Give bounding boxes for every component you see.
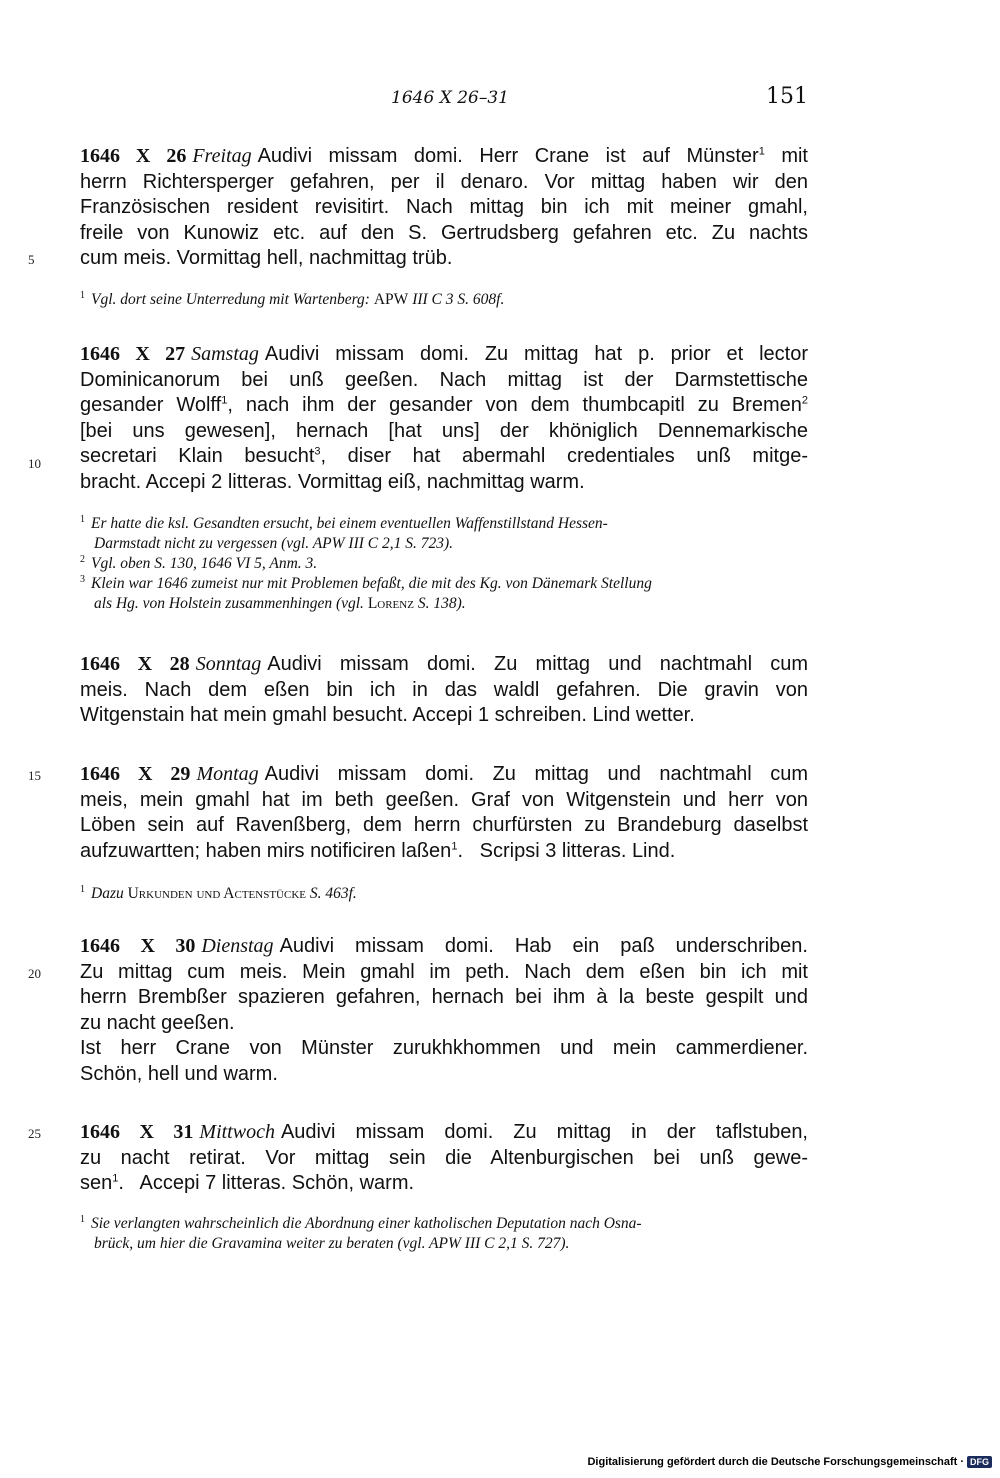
footnote-ref: 1 [758, 145, 765, 158]
entry-date: 1646 X 28 [80, 653, 190, 675]
page-number: 151 [766, 84, 808, 109]
footnote-ref: 1 [451, 839, 458, 852]
entry-1646-x-28 [80, 652, 808, 729]
footnotes-1646-x-27 [80, 514, 808, 614]
entry-line: 1646 X 26 Freitag Audivi missam domi. Herr Crane ist auf Münster$^1$ mit [80, 145, 808, 167]
entry-line: 1646 X 27 Samstag Audivi missam domi. Zu mittag hat p. prior et lector [80, 343, 809, 365]
entry-line: 1646 X 30 Dienstag Audivi missam domi. Hab ein paß underschriben. [80, 935, 808, 957]
footnote-ref: 3 [314, 445, 321, 458]
entry-date: 1646 X 30 [80, 935, 196, 957]
entry-line: secretari Klain besucht$^3$, diser hat abermahl credentiales unß mitge- [80, 445, 808, 467]
footnote-ref: 1 [221, 394, 228, 407]
entry-line: gesander Wolff$^1$, nach ihm der gesander von dem thumbcapitl zu Bremen$^2$ [80, 394, 808, 416]
entry-line: Witgenstain hat mein gmahl besucht. Accepi 1 schreiben. Lind wetter. [80, 704, 695, 726]
entry-line: meis. Nach dem eßen bin ich in das waldl gefahren. Die gravin von [80, 678, 808, 701]
entry-line: 1646 X 29 Montag Audivi missam domi. Zu mittag und nachtmahl cum [80, 763, 808, 785]
entry-date: 1646 X 31 [80, 1121, 194, 1143]
margin-line-number: 25 [28, 1126, 41, 1141]
entry-line: herrn Brembßer spazieren gefahren, hernach bei ihm à la beste gespilt und [80, 986, 808, 1008]
entry-line: 1646 X 31 Mittwoch Audivi missam domi. Zu mittag in der taflstuben, [80, 1121, 808, 1143]
entry-date: 1646 X 26 [80, 145, 187, 167]
footnotes-1646-x-31 [80, 1214, 808, 1254]
entry-line: bracht. Accepi 2 litteras. Vormittag eiß, nachmittag warm. [80, 470, 585, 493]
entry-line: cum meis. Vormittag hell, nachmittag trüb. [80, 247, 453, 269]
footnote: $^1$ Vgl. dort seine Unterredung mit Wartenberg: APW III C 3 S. 608f. [80, 289, 505, 308]
dfg-logo-icon: DFG [967, 1456, 992, 1468]
credit-text: Digitalisierung gefördert durch die Deutsche Forschungsgemeinschaft · [587, 1456, 964, 1468]
footnote-ref: 2 [801, 394, 808, 407]
footnote: brück, um hier die Gravamina weiter zu beraten (vgl. APW III C 2,1 S. 727). [94, 1235, 570, 1252]
footnote: $^2$ Vgl. oben S. 130, 1646 VI 5, Anm. 3. [80, 553, 318, 572]
footnote: $^3$ Klein war 1646 zumeist nur mit Problemen befaßt, die mit des Kg. von Dänemark Stellung [80, 573, 652, 592]
entry-line: 1646 X 28 Sonntag Audivi missam domi. Zu mittag und nachtmahl cum [80, 653, 808, 675]
footnote: $^1$ Er hatte die ksl. Gesandten ersucht, bei einem eventuellen Waffenstillstand Hessen- [80, 513, 608, 532]
entry-line: Ist herr Crane von Münster zurukhkhommen und mein cammerdiener. [80, 1037, 808, 1059]
footer-credit [587, 1456, 992, 1468]
entry-line: Löben sein auf Ravenßberg, dem herrn churfürsten zu Brandeburg daselbst [80, 814, 808, 836]
entry-line: Dominicanorum bei unß geeßen. Nach mittag ist der Darmstettische [80, 368, 808, 391]
footnote: als Hg. von Holstein zusammenhingen (vgl. Lorenz S. 138). [94, 595, 466, 612]
entry-date: 1646 X 29 [80, 763, 191, 785]
running-header: 1646 X 26–31 [391, 88, 509, 108]
entry-day: Montag [196, 763, 259, 785]
footnotes-1646-x-26 [80, 290, 808, 310]
margin-line-number: 20 [28, 966, 41, 981]
margin-line-number: 10 [28, 456, 41, 471]
entry-line: Zu mittag cum meis. Mein gmahl im peth. Nach dem eßen bin ich mit [80, 960, 808, 983]
entry-day: Freitag [192, 145, 252, 167]
entry-line: [bei uns gewesen], hernach [hat uns] der khöniglich Dennemarkische [80, 419, 808, 442]
footnote: $^1$ Dazu Urkunden und Actenstücke S. 463f. [80, 883, 357, 902]
entry-1646-x-30 [80, 934, 808, 1087]
entry-line: aufzuwartten; haben mirs notificiren laßen$^1$. Scripsi 3 litteras. Lind. [80, 839, 676, 862]
entry-day: Dienstag [201, 935, 274, 957]
entry-date: 1646 X 27 [80, 343, 186, 365]
entry-day: Mittwoch [199, 1121, 275, 1143]
entry-line: zu nacht geeßen. [80, 1011, 235, 1034]
entry-1646-x-26 [80, 144, 808, 272]
entry-day: Samstag [191, 343, 259, 365]
margin-line-number: 5 [28, 252, 35, 267]
entry-line: sen$^1$. Accepi 7 litteras. Schön, warm. [80, 1172, 415, 1194]
entry-line: meis, mein gmahl hat im beth geeßen. Graf von Witgenstein und herr von [80, 788, 808, 811]
footnote: $^1$ Sie verlangten wahrscheinlich die Abordnung einer katholischen Deputation nach Osna- [80, 1213, 642, 1232]
entry-line: Schön, hell und warm. [80, 1062, 278, 1085]
entry-1646-x-29 [80, 762, 808, 864]
entry-line: herrn Richtersperger gefahren, per il denaro. Vor mittag haben wir den [80, 170, 808, 193]
footnote: Darmstadt nicht zu vergessen (vgl. APW III C 2,1 S. 723). [94, 535, 454, 552]
margin-line-number: 15 [28, 768, 41, 783]
entry-1646-x-27 [80, 342, 808, 495]
entry-line: zu nacht retirat. Vor mittag sein die Altenburgischen bei unß gewe- [80, 1146, 808, 1169]
entry-line: Französischen resident revisitirt. Nach mittag bin ich mit meiner gmahl, [80, 196, 808, 218]
entry-line: freile von Kunowiz etc. auf den S. Gertrudsberg gefahren etc. Zu nachts [80, 221, 808, 244]
footnote-ref: 1 [112, 1172, 119, 1185]
footnotes-1646-x-29 [80, 884, 808, 904]
entry-day: Sonntag [195, 653, 262, 675]
entry-1646-x-31 [80, 1120, 808, 1197]
